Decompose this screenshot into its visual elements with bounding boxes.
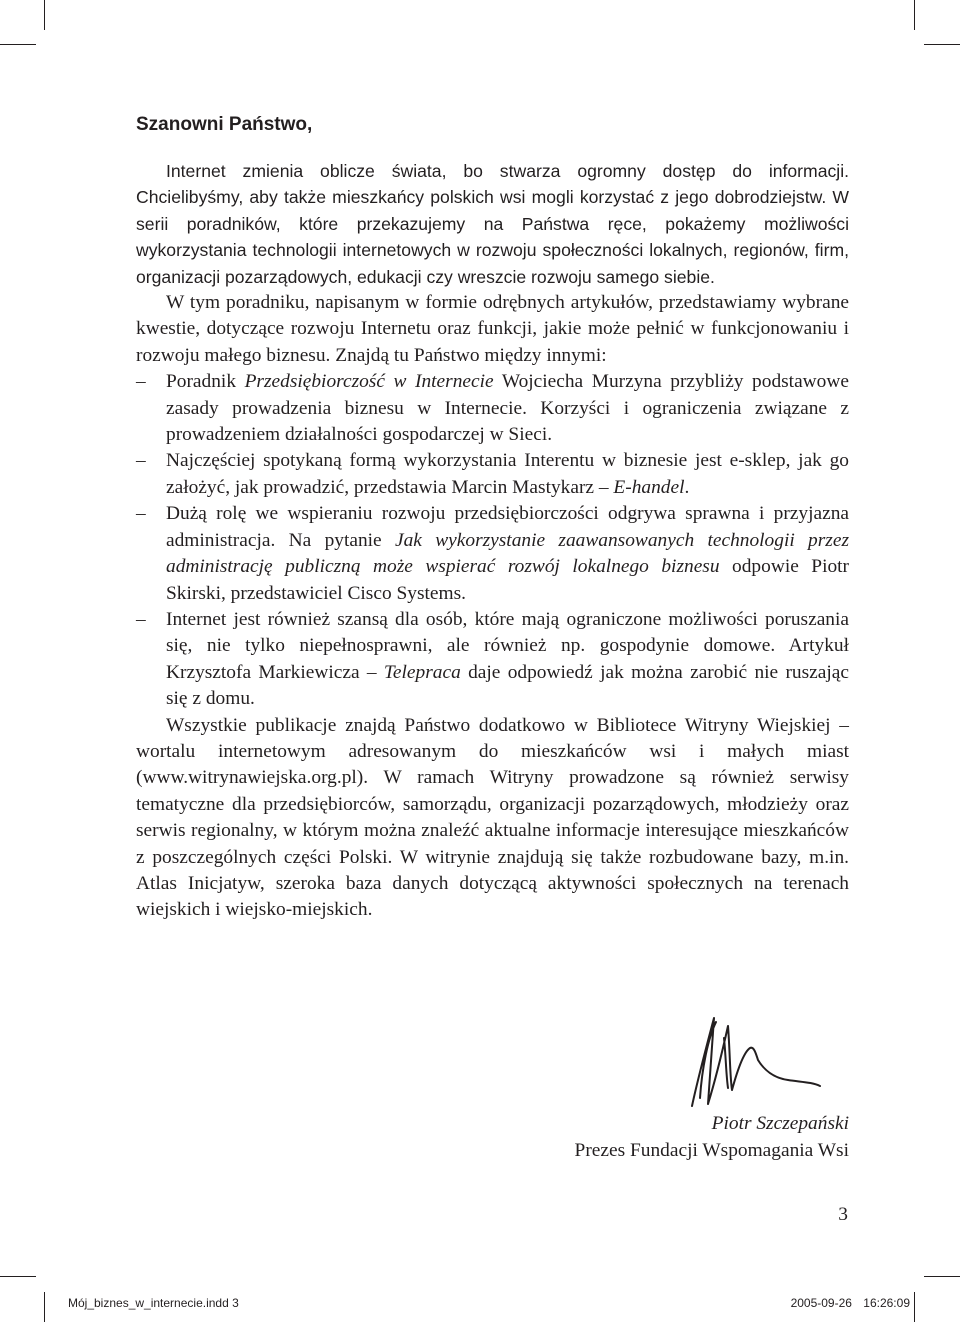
list-item-text: Internet jest również szansą dla osób, które mają ograniczone możliwości poruszania się, nie tylko niepełnosprawni, ale również np. gospodynie domowe. Artykuł Krzysztofa Markiewicza – Telepraca daje odpowiedź jak można zarobić nie ruszając się z domu. <box>166 608 849 710</box>
publication-list <box>136 369 849 712</box>
dash-marker: – <box>136 371 146 393</box>
crop-mark <box>914 1292 915 1322</box>
list-item <box>136 448 849 501</box>
crop-mark <box>0 1276 36 1277</box>
print-slug: Mój_biznes_w_internecie.indd 3 <box>68 1296 239 1310</box>
crop-mark <box>44 0 45 30</box>
crop-mark <box>924 44 960 45</box>
crop-mark <box>924 1276 960 1277</box>
list-item <box>136 501 849 607</box>
overview-paragraph: W tym poradniku, napisanym w formie odrębnych artykułów, przedstawiamy wybrane kwestie, dotyczące rozwoju Internetu oraz funkcji, jakie może pełnić w funkcjonowaniu i rozwoju małego biznesu. Znajdą tu Państwo między innymi: <box>136 292 849 366</box>
print-timestamp: 2005-09-26 16:26:09 <box>790 1296 910 1310</box>
dash-marker: – <box>136 608 146 630</box>
crop-mark <box>44 1292 45 1322</box>
signatory-name: Piotr Szczepański <box>711 1113 849 1134</box>
page-number: 3 <box>838 1204 848 1225</box>
crop-mark <box>914 0 915 30</box>
letter-body <box>136 112 849 924</box>
signatory-block <box>575 1110 849 1164</box>
signatory-title: Prezes Fundacji Wspomagania Wsi <box>574 1140 849 1161</box>
crop-mark <box>0 44 36 45</box>
closing-paragraph: Wszystkie publikacje znajdą Państwo dodatkowo w Bibliotece Witryny Wiejskiej – wortalu internetowym adresowanym do mieszkańców wsi i małych miast (www.witrynawiejska.org.pl). W ramach Witryny prowadzone są również serwisy tematyczne dla przedsiębiorców, samorządu, organizacji pozarządowych, młodzieży oraz serwis regionalny, w którym można znaleźć aktualne informacje interesujące mieszkańców z poszczególnych części Polski. W witrynie znajdują się także rozbudowane bazy, m.in. Atlas Inicjatyw, szeroka baza danych dotyczącą aktywności społecznych na terenach wiejskich i wiejsko-miejskich. <box>136 714 849 921</box>
list-item-text: Poradnik Przedsiębiorczość w Internecie Wojciecha Murzyna przybliży podstawowe zasady prowadzenia biznesu w Internecie. Korzyści i ograniczenia związane z prowadzeniem działalności gospodarczej w Sieci. <box>166 371 849 446</box>
list-item-text: Dużą rolę we wspieraniu rozwoju przedsiębiorczości odgrywa sprawna i przyjazna administracja. Na pytanie Jak wykorzystanie zaawansowanych technologii przez administrację publiczną może wspierać rozwój lokalnego biznesu odpowie Piotr Skirski, przedstawiciel Cisco Systems. <box>166 503 850 604</box>
dash-marker: – <box>136 503 146 525</box>
dash-marker: – <box>136 450 146 472</box>
list-item <box>136 369 849 448</box>
intro-paragraph: Internet zmienia oblicze świata, bo stwarza ogromny dostęp do informacji. Chcielibyśmy, aby także mieszkańcy polskich wsi mogli korzystać z jego dobrodziejstw. W serii poradników, które przekazujemy na Państwa ręce, pokażemy możliwości wykorzystania technologii internetowych w rozwoju społeczności lokalnych, regionów, firm, organizacji pozarządowych, edukacji czy wreszcie rozwoju samego siebie. <box>136 161 849 287</box>
list-item-text: Najczęściej spotykaną formą wykorzystania Interentu w biznesie jest e-sklep, jak go założyć, jak prowadzić, przedstawia Marcin Mastykarz – E-handel. <box>166 450 849 498</box>
greeting: Szanowni Państwo, <box>136 114 313 135</box>
list-item <box>136 607 849 713</box>
